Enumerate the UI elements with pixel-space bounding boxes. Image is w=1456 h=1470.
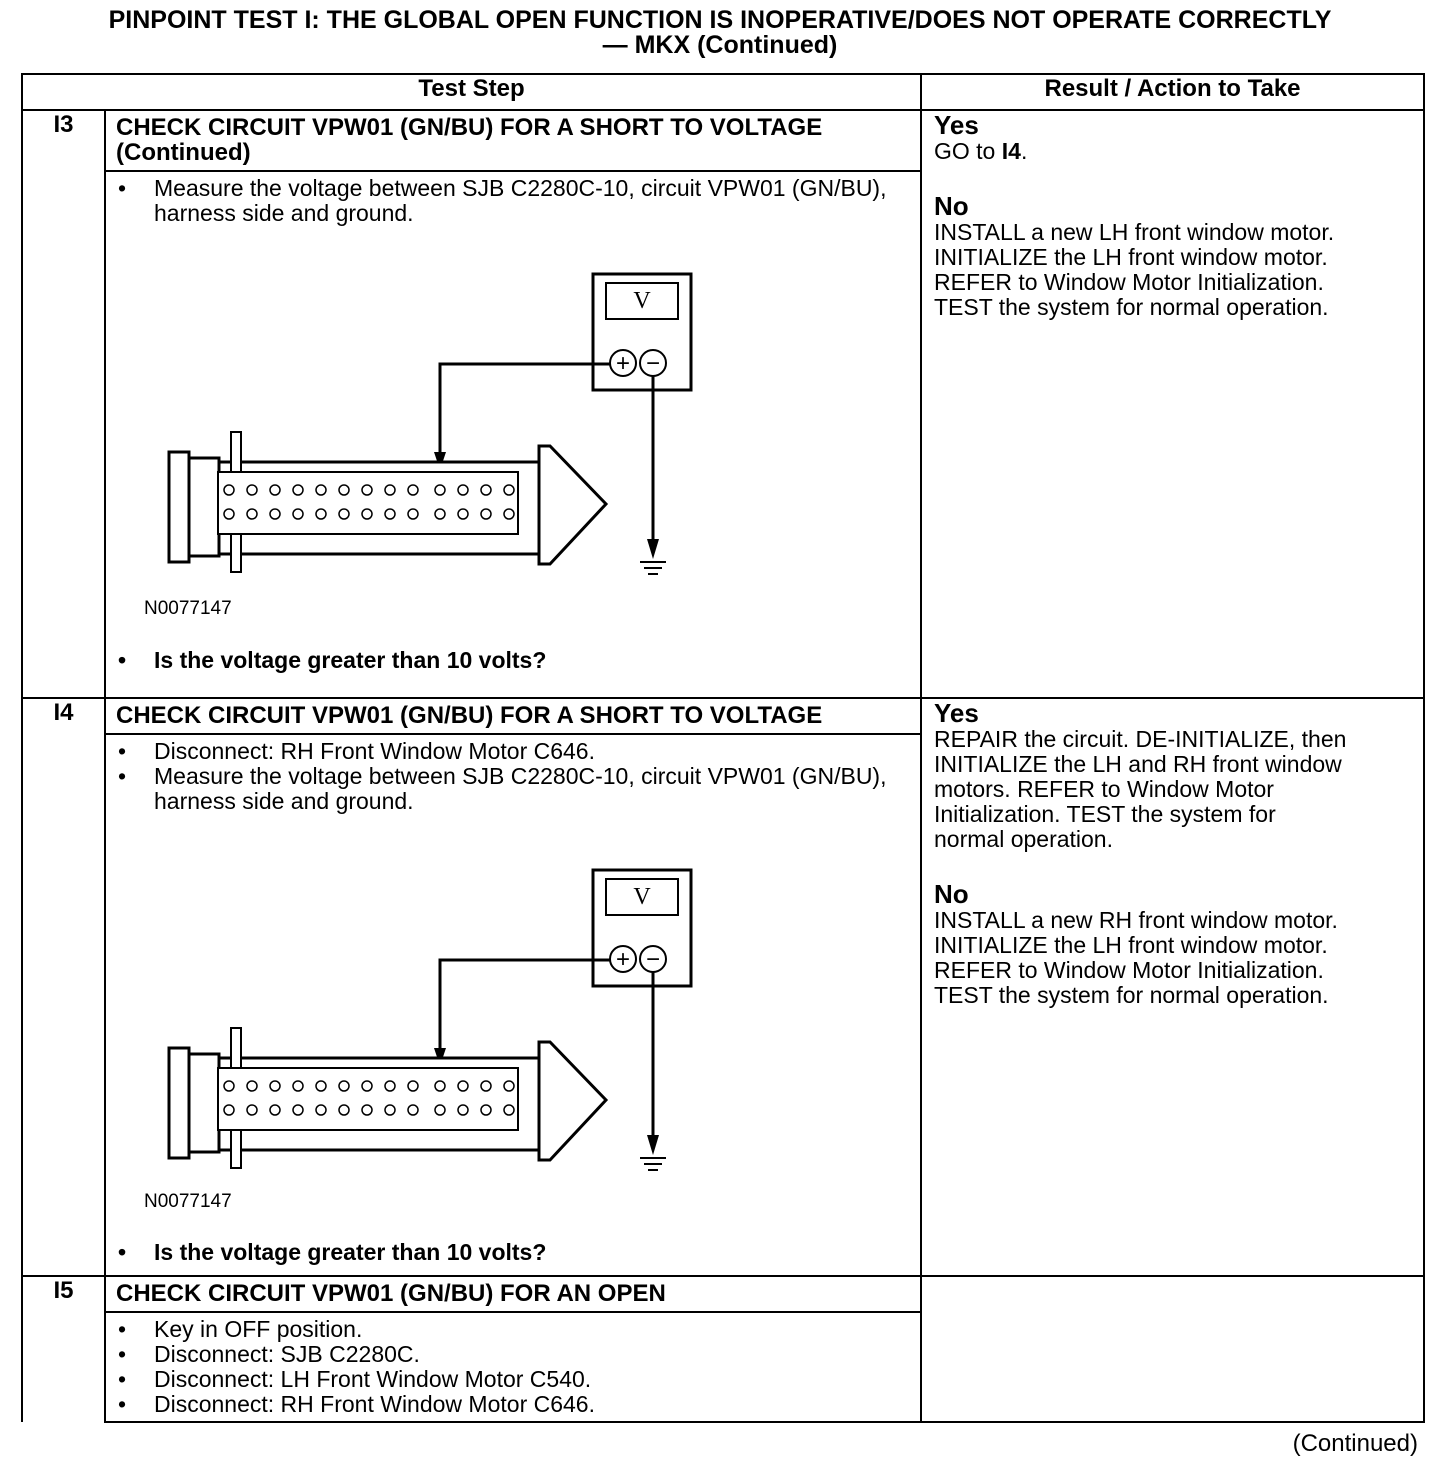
plus-symbol: + — [615, 350, 631, 377]
result-cell — [921, 698, 1424, 1276]
header-result: Result / Action to Take — [921, 74, 1424, 110]
connector-diagram — [178, 830, 661, 1170]
step-link[interactable]: I4 — [1001, 138, 1021, 164]
yes-line: INITIALIZE the LH and RH front window — [934, 751, 1342, 777]
step-title: CHECK CIRCUIT VPW01 (GN/BU) FOR A SHORT TO VOLTAGE — [105, 698, 921, 734]
yes-label: Yes — [934, 698, 979, 728]
no-line: TEST the system for normal operation. — [934, 982, 1329, 1008]
no-line: INITIALIZE the LH front window motor. — [934, 932, 1328, 958]
pinpoint-table — [21, 73, 1425, 1423]
step-id: I4 — [22, 698, 105, 734]
yes-label: Yes — [934, 110, 979, 140]
step-body — [105, 734, 921, 1276]
no-line: TEST the system for normal operation. — [934, 294, 1329, 320]
no-line: INITIALIZE the LH front window motor. — [934, 244, 1328, 270]
no-line: REFER to Window Motor Initialization. — [934, 957, 1324, 983]
step-title: CHECK CIRCUIT VPW01 (GN/BU) FOR A SHORT TO VOLTAGE (Continued) — [105, 110, 921, 171]
step-body — [105, 1312, 921, 1422]
yes-line: normal operation. — [934, 826, 1113, 852]
step-id: I3 — [22, 110, 105, 171]
meter-symbol: V — [633, 288, 651, 314]
connector-diagram — [178, 234, 661, 574]
step-id: I5 — [22, 1276, 105, 1312]
figure-id: N0077147 — [144, 1191, 232, 1212]
title-line-1: PINPOINT TEST I: THE GLOBAL OPEN FUNCTION IS INOPERATIVE/DOES NOT OPERATE CORRECTLY — [108, 6, 1332, 34]
plus-symbol: + — [615, 946, 631, 973]
bullet-item: • Key in OFF position. — [118, 1317, 908, 1342]
question: • Is the voltage greater than 10 volts? — [118, 648, 908, 673]
yes-line: REPAIR the circuit. DE-INITIALIZE, then — [934, 726, 1347, 752]
result-cell — [921, 1276, 1424, 1422]
voltmeter-diagram — [118, 226, 908, 648]
bullet-item: • Measure the voltage between SJB C2280C-10, circuit VPW01 (GN/BU), harness side and ground. — [118, 176, 908, 226]
yes-line: Initialization. TEST the system for — [934, 801, 1276, 827]
question: • Is the voltage greater than 10 volts? — [118, 1240, 908, 1265]
figure-id: N0077147 — [144, 598, 232, 619]
bullet-item: • Disconnect: LH Front Window Motor C540. — [118, 1367, 908, 1392]
no-label: No — [934, 191, 969, 221]
bullet-item: • Disconnect: RH Front Window Motor C646. — [118, 1392, 908, 1417]
minus-symbol: − — [645, 350, 661, 377]
no-label: No — [934, 879, 969, 909]
title-line-2: — MKX (Continued) — [602, 31, 838, 59]
no-line: INSTALL a new LH front window motor. — [934, 219, 1335, 245]
step-body — [105, 171, 921, 698]
meter-symbol: V — [633, 884, 651, 910]
continued-label: (Continued) — [1292, 1430, 1418, 1457]
step-title: CHECK CIRCUIT VPW01 (GN/BU) FOR AN OPEN — [105, 1276, 921, 1312]
page-title — [0, 8, 1440, 58]
voltmeter-diagram — [118, 814, 908, 1240]
no-line: INSTALL a new RH front window motor. — [934, 907, 1338, 933]
result-cell — [921, 110, 1424, 698]
bullet-item: • Disconnect: SJB C2280C. — [118, 1342, 908, 1367]
bullet-item: • Disconnect: RH Front Window Motor C646. — [118, 739, 908, 764]
bullet-item: • Measure the voltage between SJB C2280C-10, circuit VPW01 (GN/BU), harness side and ground. — [118, 764, 908, 814]
yes-action: GO to I4. — [934, 138, 1028, 164]
minus-symbol: − — [645, 946, 661, 973]
header-test-step: Test Step — [22, 74, 921, 110]
no-line: REFER to Window Motor Initialization. — [934, 269, 1324, 295]
yes-line: motors. REFER to Window Motor — [934, 776, 1274, 802]
